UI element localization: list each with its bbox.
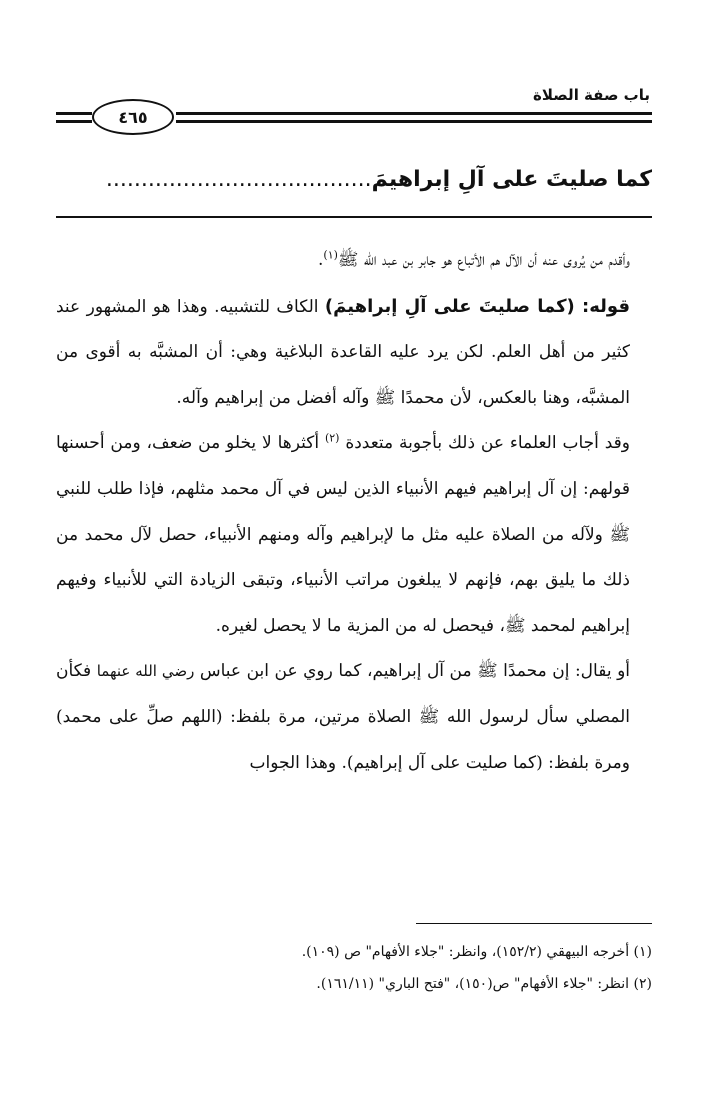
paragraph: وقد أجاب العلماء عن ذلك بأجوبة متعددة $^{(٢)}$ أكثرها لا يخلو من ضعف، ومن أحسنها قولهم: إن آل إبراهيم فيهم الأنبياء الذين ليس في آل محمد مثلهم، فإذا طلب للنبي ﷺ ولآله من الصلاة عليه مثل ما لإبراهيم وآله ومنهم الأنبياء، حصل لآل محمد من ذلك ما يليق بهم، فإنهم لا يبلغون مراتب الأنبياء، وتبقى الزيادة التي للأنبياء وفيهم إبراهيم لمحمد ﷺ، فيحصل له من المزية ما لا يحصل لغيره. bbox=[56, 431, 630, 636]
chapter-title: باب صفة الصلاة bbox=[533, 86, 650, 104]
header-double-rule-right bbox=[176, 112, 652, 123]
footnote: (٢) انظر: "جلاء الأفهام" ص(١٥٠)، "فتح الباري" (١٦١/١١). bbox=[316, 976, 652, 992]
paragraph: قوله: (كما صليتَ على آلِ إبراهيمَ) الكاف للتشبيه. وهذا هو المشهور عند كثير من أهل العلم. لكن يرد عليه القاعدة البلاغية وهي: أن المشبَّه به أقوى من المشبَّه، وهنا بالعكس، لأن محمدًا ﷺ وآله أفضل من إبراهيم وآله. bbox=[56, 295, 630, 408]
footnote: (١) أخرجه البيهقي (١٥٢/٢)، وانظر: "جلاء الأفهام" ص (١٠٩). bbox=[301, 944, 652, 960]
footnote-ref: (٢) bbox=[324, 431, 340, 445]
footnote-ref: (١) bbox=[323, 248, 338, 262]
header-double-rule-left bbox=[56, 112, 92, 123]
paragraph: وأقدم من يُروى عنه أن الآل هم الأتباع هو جابر بن عبد الله ﷺ$^{(١)}$. bbox=[317, 248, 630, 270]
main-text bbox=[56, 238, 652, 786]
heading-rule bbox=[56, 216, 652, 218]
section-heading-dots: ...................................... bbox=[105, 167, 372, 192]
footnote-separator bbox=[416, 923, 652, 924]
section-heading-text: كما صليتَ على آلِ إبراهيمَ bbox=[371, 167, 652, 192]
honorific-ligature: رضي الله عنهما bbox=[96, 662, 195, 681]
footnotes bbox=[56, 936, 652, 1000]
paragraph: أو يقال: إن محمدًا ﷺ من آل إبراهيم، كما روي عن ابن عباس رضي الله عنهما فكأن المصلي سأل لرسول الله ﷺ الصلاة مرتين، مرة بلفظ: (اللهم صلِّ على محمد) ومرة بلفظ: (كما صليت على آل إبراهيم). وهذا الجواب bbox=[56, 661, 630, 773]
page-number: ٤٦٥ bbox=[92, 99, 174, 135]
quoted-phrase: قوله: (كما صليتَ على آلِ إبراهيمَ) bbox=[324, 295, 630, 317]
section-heading bbox=[56, 160, 652, 200]
